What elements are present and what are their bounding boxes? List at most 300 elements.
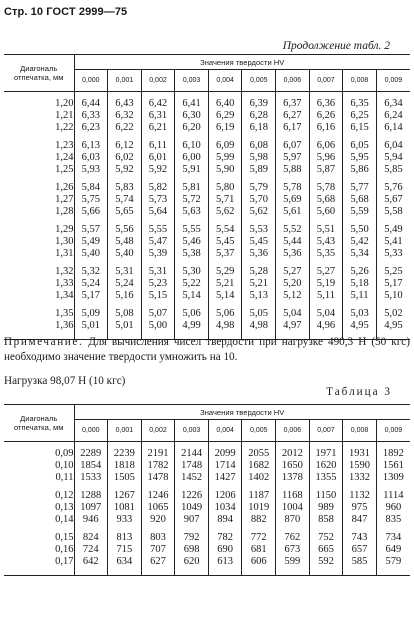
hardness-value-cell: 5,75 xyxy=(74,194,108,206)
hardness-value-cell: 1892 xyxy=(382,447,404,459)
hardness-value-cell: 5,20 xyxy=(276,278,310,290)
hardness-value-cell: 1081 xyxy=(108,502,142,514)
hardness-value-cell: 1854 xyxy=(74,460,108,472)
hardness-value-cell: 5,69 xyxy=(276,194,310,206)
hardness-value-cell: 5,19 xyxy=(309,278,343,290)
hardness-value-cell: 5,62 xyxy=(208,206,242,218)
hardness-value-cell: 6,13 xyxy=(74,140,108,152)
hardness-value-cell: 6,30 xyxy=(175,110,209,122)
hardness-value-cell: 989 xyxy=(309,502,343,514)
hardness-value-cell: 5,24 xyxy=(108,278,142,290)
hardness-value-cell: 5,87 xyxy=(309,164,343,176)
diameter-cell: 0,12 xyxy=(4,490,74,502)
diameter-cell: 1,28 xyxy=(4,206,74,218)
hardness-value-cell: 6,37 xyxy=(276,98,310,110)
hardness-value-cell: 762 xyxy=(276,532,310,544)
table-row xyxy=(4,236,410,248)
hardness-value-cell: 792 xyxy=(175,532,209,544)
hardness-value-cell: 6,44 xyxy=(74,98,108,110)
hardness-value-cell: 6,17 xyxy=(276,122,310,134)
hardness-value-cell: 5,44 xyxy=(276,236,310,248)
hardness-value-cell: 5,38 xyxy=(175,248,209,260)
hardness-value-cell: 835 xyxy=(385,513,402,525)
hardness-value-cell: 6,20 xyxy=(175,122,209,134)
hardness-value-cell: 5,93 xyxy=(74,164,108,176)
hardness-value-cell: 847 xyxy=(343,514,377,526)
hardness-value-cell: 6,10 xyxy=(175,140,209,152)
hardness-value-cell: 1378 xyxy=(276,472,310,484)
hardness-value-cell: 642 xyxy=(74,556,108,568)
hardness-value-cell: 4,96 xyxy=(309,320,343,332)
hardness-value-cell: 6,12 xyxy=(108,140,142,152)
diameter-cell: 1,24 xyxy=(4,152,74,164)
hardness-value-cell: 1168 xyxy=(276,490,310,502)
column-header: 0,005 xyxy=(242,70,276,92)
diameter-cell: 0,10 xyxy=(4,460,74,472)
hardness-value-cell: 1332 xyxy=(343,472,377,484)
diameter-cell: 0,11 xyxy=(4,472,74,484)
hardness-value-cell: 743 xyxy=(343,532,377,544)
note-lead: Примечание. xyxy=(4,336,84,348)
hardness-value-cell: 1427 xyxy=(208,472,242,484)
hardness-value-cell: 5,13 xyxy=(242,290,276,302)
diameter-cell: 0,09 xyxy=(4,448,74,460)
table-row xyxy=(4,320,410,332)
hardness-value-cell: 782 xyxy=(208,532,242,544)
hardness-value-cell: 1971 xyxy=(309,448,343,460)
hardness-value-cell: 5,78 xyxy=(276,182,310,194)
hardness-value-cell: 960 xyxy=(385,501,402,513)
hardness-value-cell: 6,04 xyxy=(384,139,403,151)
hardness-value-cell: 5,06 xyxy=(175,308,209,320)
hardness-value-cell: 1355 xyxy=(309,472,343,484)
hardness-value-cell: 6,18 xyxy=(242,122,276,134)
page-header: Стр. 10 ГОСТ 2999—75 xyxy=(4,6,128,18)
hardness-value-cell: 5,31 xyxy=(108,266,142,278)
table-row xyxy=(4,556,410,568)
diameter-cell: 1,26 xyxy=(4,182,74,194)
diameter-header-line2: отпечатка, мм xyxy=(14,423,64,432)
table-row xyxy=(4,140,410,152)
column-header: 0,006 xyxy=(276,420,310,442)
hardness-value-cell: 5,04 xyxy=(276,308,310,320)
hardness-value-cell: 6,19 xyxy=(208,122,242,134)
spacer-cell xyxy=(242,568,276,576)
hardness-value-cell: 5,62 xyxy=(242,206,276,218)
hardness-value-cell: 6,07 xyxy=(276,140,310,152)
hardness-value-cell: 1714 xyxy=(208,460,242,472)
hardness-value-cell: 5,48 xyxy=(108,236,142,248)
hardness-value-cell: 585 xyxy=(343,556,377,568)
table-row xyxy=(4,248,410,260)
hardness-value-cell: 5,86 xyxy=(343,164,377,176)
hardness-value-cell: 698 xyxy=(175,544,209,556)
hardness-value-cell: 681 xyxy=(242,544,276,556)
hardness-value-cell: 1309 xyxy=(382,471,404,483)
hardness-value-cell: 1267 xyxy=(108,490,142,502)
hardness-value-cell: 772 xyxy=(242,532,276,544)
table-row xyxy=(4,266,410,278)
table-row xyxy=(4,514,410,526)
hardness-value-cell: 1505 xyxy=(108,472,142,484)
spacer-row xyxy=(4,568,410,576)
hardness-value-cell: 6,05 xyxy=(343,140,377,152)
diameter-header-line1: Диагональ xyxy=(20,414,58,423)
table-row xyxy=(4,308,410,320)
hardness-value-cell: 5,55 xyxy=(141,224,175,236)
hardness-value-cell: 6,23 xyxy=(74,122,108,134)
hardness-value-cell: 1931 xyxy=(343,448,377,460)
hardness-value-cell: 1478 xyxy=(141,472,175,484)
hardness-value-cell: 1114 xyxy=(383,489,404,501)
hardness-value-cell: 1150 xyxy=(309,490,343,502)
hardness-value-cell: 5,17 xyxy=(384,277,403,289)
hardness-value-cell: 6,42 xyxy=(141,98,175,110)
hardness-value-cell: 824 xyxy=(74,532,108,544)
hardness-value-cell: 5,36 xyxy=(242,248,276,260)
hardness-value-cell: 5,11 xyxy=(343,290,377,302)
hardness-value-cell: 5,54 xyxy=(208,224,242,236)
column-header: 0,007 xyxy=(309,420,343,442)
hardness-value-cell: 5,21 xyxy=(208,278,242,290)
hardness-value-cell: 5,09 xyxy=(74,308,108,320)
hardness-value-cell: 5,97 xyxy=(276,152,310,164)
hardness-value-cell: 5,18 xyxy=(343,278,377,290)
column-header: 0,003 xyxy=(175,420,209,442)
table-row xyxy=(4,194,410,206)
diameter-cell: 1,33 xyxy=(4,278,74,290)
hardness-value-cell: 599 xyxy=(276,556,310,568)
diameter-header-line2: отпечатка, мм xyxy=(14,73,64,82)
hardness-value-cell: 5,92 xyxy=(141,164,175,176)
hardness-value-cell: 870 xyxy=(276,514,310,526)
table-row xyxy=(4,460,410,472)
table-row xyxy=(4,278,410,290)
hardness-value-cell: 5,64 xyxy=(141,206,175,218)
hardness-value-cell: 6,31 xyxy=(141,110,175,122)
hardness-value-cell: 1019 xyxy=(242,502,276,514)
hardness-value-cell: 1533 xyxy=(74,472,108,484)
hardness-value-cell: 690 xyxy=(208,544,242,556)
hardness-value-cell: 5,47 xyxy=(141,236,175,248)
hardness-value-cell: 6,24 xyxy=(384,109,403,121)
hardness-value-cell: 6,35 xyxy=(343,98,377,110)
hardness-value-cell: 5,14 xyxy=(175,290,209,302)
hardness-value-cell: 1452 xyxy=(175,472,209,484)
hardness-value-cell: 5,40 xyxy=(108,248,142,260)
hardness-value-cell: 5,14 xyxy=(208,290,242,302)
hardness-value-cell: 2239 xyxy=(108,448,142,460)
hardness-value-cell: 5,40 xyxy=(74,248,108,260)
hardness-value-cell: 6,41 xyxy=(175,98,209,110)
hardness-value-cell: 4,95 xyxy=(384,319,403,331)
hardness-value-cell: 6,29 xyxy=(208,110,242,122)
table-note xyxy=(4,335,410,365)
hardness-value-cell: 1682 xyxy=(242,460,276,472)
diameter-cell: 1,25 xyxy=(4,164,74,176)
hardness-value-cell: 5,79 xyxy=(242,182,276,194)
diameter-cell: 0,14 xyxy=(4,514,74,526)
diameter-cell: 1,23 xyxy=(4,140,74,152)
hardness-value-cell: 6,32 xyxy=(108,110,142,122)
hardness-value-cell: 5,51 xyxy=(309,224,343,236)
hardness-value-cell: 6,40 xyxy=(208,98,242,110)
hardness-value-cell: 5,08 xyxy=(108,308,142,320)
hardness-value-cell: 5,41 xyxy=(384,235,403,247)
hardness-table-3 xyxy=(4,404,410,576)
table-row xyxy=(4,448,410,460)
hardness-value-cell: 2289 xyxy=(74,448,108,460)
diameter-cell: 0,17 xyxy=(4,556,74,568)
column-header: 0,008 xyxy=(343,420,377,442)
hardness-value-cell: 5,49 xyxy=(74,236,108,248)
diameter-cell: 0,13 xyxy=(4,502,74,514)
hardness-value-cell: 5,77 xyxy=(343,182,377,194)
hardness-value-cell: 6,22 xyxy=(108,122,142,134)
hardness-value-cell: 5,37 xyxy=(208,248,242,260)
diameter-cell: 1,27 xyxy=(4,194,74,206)
hardness-value-cell: 6,39 xyxy=(242,98,276,110)
hardness-group-header: Значения твердости HV xyxy=(74,55,410,70)
hardness-value-cell: 5,94 xyxy=(384,151,403,163)
column-header: 0,000 xyxy=(74,420,108,442)
table-row xyxy=(4,182,410,194)
hardness-value-cell: 1034 xyxy=(208,502,242,514)
hardness-value-cell: 2099 xyxy=(208,448,242,460)
hardness-value-cell: 5,03 xyxy=(343,308,377,320)
hardness-value-cell: 752 xyxy=(309,532,343,544)
table-row xyxy=(4,206,410,218)
hardness-value-cell: 5,27 xyxy=(276,266,310,278)
hardness-value-cell: 6,43 xyxy=(108,98,142,110)
hardness-value-cell: 5,23 xyxy=(141,278,175,290)
hardness-value-cell: 5,28 xyxy=(242,266,276,278)
hardness-value-cell: 6,21 xyxy=(141,122,175,134)
hardness-value-cell: 5,45 xyxy=(242,236,276,248)
hardness-value-cell: 1246 xyxy=(141,490,175,502)
hardness-value-cell: 5,17 xyxy=(74,290,108,302)
hardness-value-cell: 5,66 xyxy=(74,206,108,218)
column-header: 0,001 xyxy=(108,70,142,92)
hardness-value-cell: 1782 xyxy=(141,460,175,472)
spacer-cell xyxy=(108,568,142,576)
column-header: 0,006 xyxy=(276,70,310,92)
spacer-cell xyxy=(309,568,343,576)
hardness-value-cell: 5,65 xyxy=(108,206,142,218)
hardness-value-cell: 5,85 xyxy=(384,163,403,175)
hardness-value-cell: 882 xyxy=(242,514,276,526)
spacer-cell xyxy=(141,568,175,576)
hardness-value-cell: 1590 xyxy=(343,460,377,472)
hardness-value-cell: 5,60 xyxy=(309,206,343,218)
hardness-value-cell: 5,68 xyxy=(309,194,343,206)
hardness-value-cell: 5,76 xyxy=(384,181,403,193)
hardness-value-cell: 5,61 xyxy=(276,206,310,218)
hardness-value-cell: 4,95 xyxy=(343,320,377,332)
table-row xyxy=(4,98,410,110)
hardness-value-cell: 5,25 xyxy=(384,265,403,277)
hardness-value-cell: 5,06 xyxy=(208,308,242,320)
diameter-cell: 1,32 xyxy=(4,266,74,278)
hardness-value-cell: 5,99 xyxy=(208,152,242,164)
hardness-value-cell: 1206 xyxy=(208,490,242,502)
hardness-value-cell: 5,91 xyxy=(175,164,209,176)
hardness-value-cell: 1650 xyxy=(276,460,310,472)
hardness-value-cell: 1004 xyxy=(276,502,310,514)
hardness-value-cell: 5,52 xyxy=(276,224,310,236)
hardness-value-cell: 5,50 xyxy=(343,224,377,236)
hardness-value-cell: 1097 xyxy=(74,502,108,514)
column-header: 0,004 xyxy=(208,420,242,442)
hardness-value-cell: 5,31 xyxy=(141,266,175,278)
hardness-value-cell: 5,34 xyxy=(343,248,377,260)
hardness-value-cell: 4,97 xyxy=(276,320,310,332)
hardness-value-cell: 2055 xyxy=(242,448,276,460)
column-header: 0,005 xyxy=(242,420,276,442)
column-header: 0,008 xyxy=(343,70,377,92)
table-row xyxy=(4,502,410,514)
hardness-value-cell: 6,34 xyxy=(384,97,403,109)
hardness-value-cell: 649 xyxy=(385,543,402,555)
hardness-value-cell: 5,22 xyxy=(175,278,209,290)
load-label: Нагрузка 98,07 Н (10 кгс) xyxy=(4,375,126,387)
hardness-value-cell: 4,98 xyxy=(242,320,276,332)
hardness-value-cell: 894 xyxy=(208,514,242,526)
hardness-value-cell: 5,35 xyxy=(309,248,343,260)
hardness-value-cell: 1065 xyxy=(141,502,175,514)
hardness-value-cell: 1132 xyxy=(343,490,377,502)
hardness-value-cell: 5,92 xyxy=(108,164,142,176)
table-row xyxy=(4,472,410,484)
hardness-value-cell: 5,24 xyxy=(74,278,108,290)
column-header: 0,009 xyxy=(384,427,403,434)
hardness-value-cell: 5,02 xyxy=(384,307,403,319)
table-body xyxy=(4,442,410,576)
hardness-value-cell: 5,58 xyxy=(384,205,403,217)
spacer-cell xyxy=(175,568,209,576)
hardness-value-cell: 715 xyxy=(108,544,142,556)
hardness-value-cell: 6,11 xyxy=(141,140,175,152)
column-header: 0,002 xyxy=(141,70,175,92)
hardness-value-cell: 5,78 xyxy=(309,182,343,194)
diameter-cell: 1,22 xyxy=(4,122,74,134)
hardness-value-cell: 5,01 xyxy=(74,320,108,332)
hardness-value-cell: 5,21 xyxy=(242,278,276,290)
hardness-value-cell: 6,14 xyxy=(384,121,403,133)
hardness-value-cell: 6,09 xyxy=(208,140,242,152)
hardness-value-cell: 975 xyxy=(343,502,377,514)
hardness-value-cell: 673 xyxy=(276,544,310,556)
hardness-value-cell: 6,06 xyxy=(309,140,343,152)
hardness-value-cell: 6,01 xyxy=(141,152,175,164)
hardness-value-cell: 5,70 xyxy=(242,194,276,206)
hardness-value-cell: 5,30 xyxy=(175,266,209,278)
hardness-value-cell: 2012 xyxy=(276,448,310,460)
table-row xyxy=(4,122,410,134)
hardness-value-cell: 5,00 xyxy=(141,320,175,332)
hardness-value-cell: 6,03 xyxy=(74,152,108,164)
hardness-value-cell: 5,07 xyxy=(141,308,175,320)
diameter-cell: 0,16 xyxy=(4,544,74,556)
hardness-value-cell: 620 xyxy=(175,556,209,568)
hardness-table-2 xyxy=(4,54,410,340)
hardness-value-cell: 1620 xyxy=(309,460,343,472)
hardness-value-cell: 5,90 xyxy=(208,164,242,176)
hardness-value-cell: 813 xyxy=(108,532,142,544)
hardness-value-cell: 5,26 xyxy=(343,266,377,278)
hardness-value-cell: 5,33 xyxy=(384,247,403,259)
hardness-value-cell: 5,42 xyxy=(343,236,377,248)
note-text: Для вычисления чисел твердости при нагрузке 490,3 Н (50 кгс) необходимо значение твердости умножить на 10. xyxy=(4,336,410,363)
hardness-value-cell: 1187 xyxy=(242,490,276,502)
hardness-value-cell: 5,71 xyxy=(208,194,242,206)
diameter-cell: 1,30 xyxy=(4,236,74,248)
hardness-value-cell: 5,11 xyxy=(309,290,343,302)
hardness-value-cell: 5,43 xyxy=(309,236,343,248)
hardness-value-cell: 858 xyxy=(309,514,343,526)
hardness-value-cell: 933 xyxy=(108,514,142,526)
hardness-value-cell: 5,29 xyxy=(208,266,242,278)
column-header: 0,009 xyxy=(384,77,403,84)
hardness-value-cell: 2144 xyxy=(175,448,209,460)
hardness-value-cell: 1748 xyxy=(175,460,209,472)
column-header: 0,000 xyxy=(74,70,108,92)
diameter-header-line1: Диагональ xyxy=(20,64,58,73)
hardness-value-cell: 5,45 xyxy=(208,236,242,248)
hardness-value-cell: 5,73 xyxy=(141,194,175,206)
spacer-cell xyxy=(208,568,242,576)
hardness-value-cell: 5,95 xyxy=(343,152,377,164)
table-row xyxy=(4,532,410,544)
hardness-value-cell: 5,89 xyxy=(242,164,276,176)
hardness-value-cell: 579 xyxy=(385,555,402,567)
hardness-value-cell: 665 xyxy=(309,544,343,556)
table-row xyxy=(4,544,410,556)
hardness-value-cell: 920 xyxy=(141,514,175,526)
hardness-value-cell: 1818 xyxy=(108,460,142,472)
hardness-value-cell: 592 xyxy=(309,556,343,568)
column-header: 0,001 xyxy=(108,420,142,442)
hardness-value-cell: 6,33 xyxy=(74,110,108,122)
table-row xyxy=(4,152,410,164)
hardness-value-cell: 657 xyxy=(343,544,377,556)
hardness-value-cell: 1561 xyxy=(382,459,404,471)
table-row xyxy=(4,164,410,176)
spacer-cell xyxy=(343,568,377,576)
hardness-value-cell: 2191 xyxy=(141,448,175,460)
hardness-value-cell: 5,88 xyxy=(276,164,310,176)
hardness-value-cell: 724 xyxy=(74,544,108,556)
hardness-value-cell: 5,72 xyxy=(175,194,209,206)
hardness-value-cell: 5,46 xyxy=(175,236,209,248)
table-row xyxy=(4,224,410,236)
hardness-value-cell: 6,28 xyxy=(242,110,276,122)
hardness-value-cell: 5,59 xyxy=(343,206,377,218)
hardness-value-cell: 5,05 xyxy=(242,308,276,320)
hardness-value-cell: 5,63 xyxy=(175,206,209,218)
table-row xyxy=(4,110,410,122)
hardness-value-cell: 5,74 xyxy=(108,194,142,206)
hardness-value-cell: 707 xyxy=(141,544,175,556)
hardness-value-cell: 6,26 xyxy=(309,110,343,122)
column-header: 0,003 xyxy=(175,70,209,92)
hardness-value-cell: 5,01 xyxy=(108,320,142,332)
hardness-value-cell: 734 xyxy=(385,531,402,543)
column-header: 0,002 xyxy=(141,420,175,442)
diameter-cell: 1,20 xyxy=(4,98,74,110)
hardness-value-cell: 6,02 xyxy=(108,152,142,164)
hardness-value-cell: 6,00 xyxy=(175,152,209,164)
